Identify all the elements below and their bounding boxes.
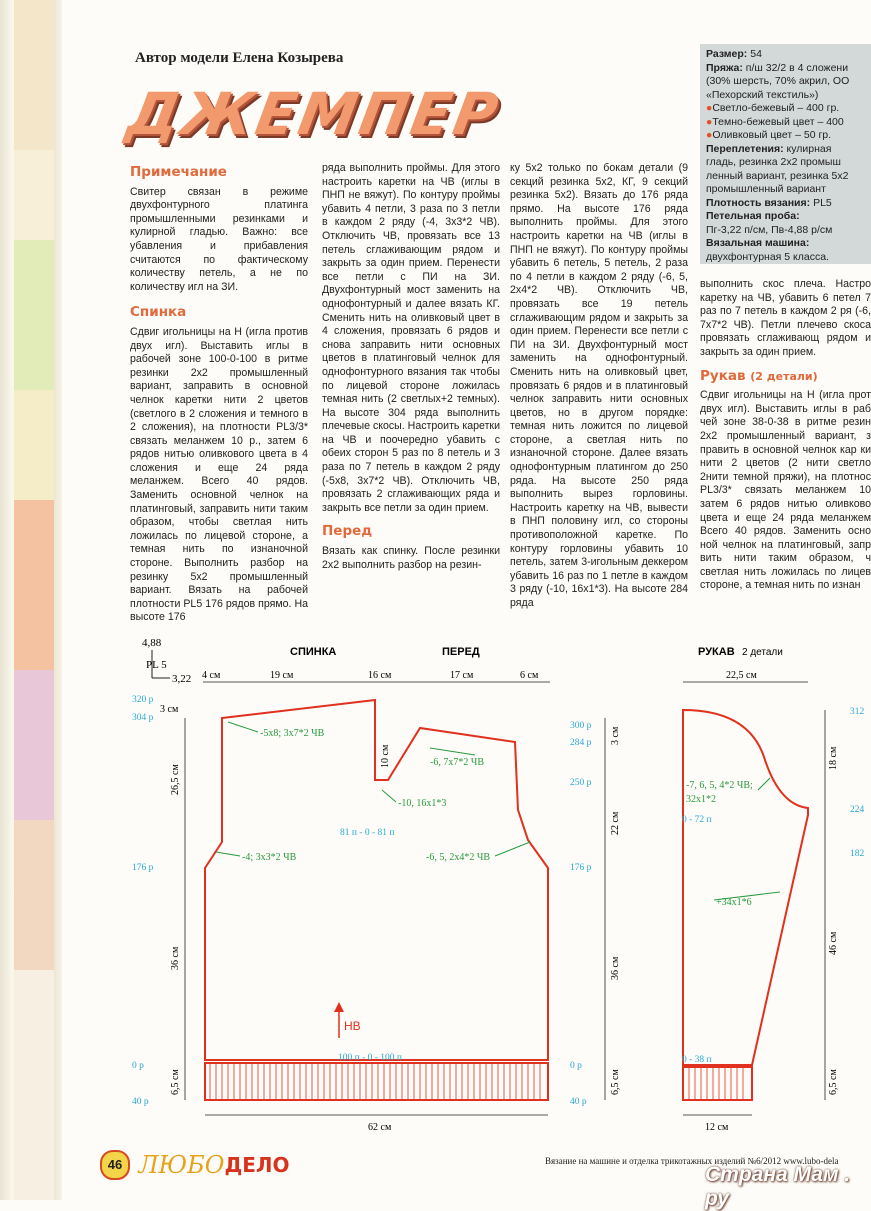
text-column-2	[322, 162, 500, 578]
size-value: 54	[750, 48, 762, 60]
height-65cm-sleeve: 6,5 см	[828, 1069, 839, 1095]
note-sleeve-increase: +34х1*6	[716, 897, 752, 908]
sleeve-outline	[683, 710, 808, 1065]
left-heights	[160, 704, 391, 1095]
pl-horizontal-value: 3,22	[172, 673, 192, 685]
machine-value: двухфонтурная 5 класса.	[706, 250, 829, 263]
sleeve-heights	[828, 746, 839, 1095]
back-paragraph: Сдвиг игольницы на Н (игла против двух игл). Выставить иглы в рабочей зоне 100-0-100 в ритме резинки 2х2 промышленный вариант, заправить в основной челнок каретки нити 2 цветов (светлого в 2 сложения и темного в 2 сложения), на плотности PL3/3* связать меланжем 10 р., затем 6 рядов нитью оливкового цвета в 4 сложения и еще 24 ряда меланжем. Всего 40 рядов. Заменить основной челнок на платинговый, заправить нити таким образом, чтобы светлая нить ложилась по лицевой стороне, а темная нить по изнаночной стороне. Выполнить разбор на резинку 5х2 промышленный вариант. Вязать на рабочей плотности PL5 176 рядов прямо. На высоте 176	[130, 325, 308, 624]
density-value: PL5	[813, 196, 832, 209]
bottom-mid-marker: 100 п - 0 - 100 п	[338, 1053, 402, 1063]
back-continued-paragraph: ряда выполнить проймы. Для этого настроить каретки на ЧВ (иглы в ПНП не вяжут). По контуру проймы убавить 4 петли, 3 раза по 3 петли в каждом 2 ряду (-4, 3х3*2 ЧВ). Отключить ЧВ, провязать все 13 петель сглаживающим рядом и закрыть за один прием. Перенести все петли с ПИ на ЗИ. Двухфонтурный мост заменить на однофонтурный и далее вязать КГ. Сменить нить на оливковый цвет в 4 сложения, провязать 6 рядов и снова заправить нити основных цветов в платинговый челнок для однофонтурного вязания так чтобы по лицевой стороне ложилась темная нить (2 светлых+2 темных). На высоте 304 ряда выполнить плечевые скосы. Настроить каретки на ЧВ и поочередно убавить с обеих сторон 5 раз по 8 петель и 3 раза по 7 петель в каждом 2 ряду (-5х8, 3х7*2 ЧВ). Отключить ЧВ, провязать 2 сглаживающих ряда и закрыть все петли за один прием.	[322, 162, 500, 514]
text-column-3	[510, 162, 688, 617]
loop-value: Пг-3,22 п/см, Пв-4,88 р/см	[706, 223, 833, 236]
machine-label: Вязальная машина:	[706, 237, 810, 249]
journal-info: Вязание на машине и отделка трикотажных изделий №6/2012 www.lubo-dela	[545, 1156, 839, 1166]
note-front-armhole: -6, 5, 2х4*2 ЧВ	[426, 852, 490, 863]
pl-label: PL 5	[146, 659, 167, 671]
row-176-right: 176 р	[570, 863, 592, 873]
sleeve-parts: 2 детали	[742, 647, 783, 658]
density-label: Плотность вязания:	[706, 196, 811, 209]
row-markers-left	[132, 695, 154, 1107]
page-title: ДЖЕМПЕР	[122, 80, 506, 148]
weaves-line: ленный вариант, резинка 5х2	[706, 169, 849, 182]
sleeve-rib-hatching	[689, 1067, 743, 1100]
note-back-shoulder: -5х8; 3х7*2 ЧВ	[260, 728, 325, 739]
loop-label: Петельная проба:	[706, 210, 800, 222]
size-label: Размер:	[706, 48, 748, 60]
back-mid-marker: 81 п - 0 - 81 п	[340, 828, 395, 838]
height-36cm: 36 см	[170, 946, 181, 970]
sleeve-paragraph: Сдвиг игольницы на Н (игла прот двух игл). Выставить иглы в раб чей зоне 38-0-38 в ритме резин 2х2 промышленный вариант, з править в основной челнок кар ки нити 2 цветов (2 нити светло 2нити темной пряжи), на плотнос PL3/3* связать меланжем 10 затем 6 рядов нитью оливково цвета и еще 24 ряда меланжем Всего 40 рядов. Заменить осно ной челнок на платинговый, запр вить нити таким образом, ч светлая нить ложилась по лицев стороне, а темная нить по изнан	[700, 389, 871, 592]
note-back-armhole: -4; 3х3*2 ЧВ	[242, 852, 297, 863]
weaves-label: Переплетения:	[706, 142, 784, 155]
yarn-label: Пряжа:	[706, 61, 743, 74]
height-3cm-right: 3 см	[610, 726, 621, 745]
body-rib-band	[205, 1063, 548, 1100]
back-label: СПИНКА	[290, 646, 337, 658]
sleeve-heading: Рукав	[700, 367, 746, 384]
color-item: Темно-бежевый цвет – 400	[712, 115, 844, 128]
dim-17cm: 17 см	[450, 670, 474, 681]
color-item: Оливковый цвет – 50 гр.	[712, 129, 832, 141]
front-paragraph: Вязать как спинку. После резинки 2х2 выполнить разбор на резин-	[322, 545, 500, 571]
note-paragraph: Свитер связан в режиме двухфонтурного платинга промышленными резинками и кулирной гладью. Важно: все убавления и прибавления считаются по фактическому количеству петель, а не по количеству игл на ЗИ.	[130, 185, 308, 293]
sleeve-mid-marker: 0 - 72 п	[682, 815, 712, 825]
row-320: 320 р	[132, 695, 154, 705]
color-item: Светло-бежевый – 400 гр.	[712, 102, 840, 114]
sleeve-subheading: (2 детали)	[750, 369, 818, 383]
dim-4cm: 4 см	[202, 670, 221, 681]
reference-box	[700, 44, 871, 264]
note-sleeve-cap-2: 32х1*2	[686, 794, 716, 805]
row-300: 300 р	[570, 721, 592, 731]
watermark: Страна Мам . ру	[705, 1163, 851, 1210]
front-continued-paragraph: ку 5х2 только по бокам детали (9 секций резинка 5х2, КГ, 9 секций резинка 5х2). Вязать до 176 ряда прямо. На высоте 176 ряда выполнить проймы. Для этого настроить каретки на ЧВ (иглы в ПНП не вяжут). По контуру проймы убавить 6 петель, 5 петель, 2 раза по 4 петли в каждом 2 ряду (-6, 5, 2х4*2 ЧВ). Отключить ЧВ, провязать все 19 петель сглаживающим рядом и закрыть за один прием. Перенести все петли с ПИ на ЗИ. Двухфонтурный мост заменить на однофонтурный. Сменить нить на оливковый цвет, провязать 6 рядов и в платинговый челнок заправить нити основных цветов, но в другом порядке: темная нить ложится по лицевой стороне, а светлая нить по изнаночной стороне. Далее вязать однофонтурным платингом до 250 ряда. На высоте 250 ряда выполнить вырез горловины. Настроить каретку на ЧВ, вывести в ПНП половину игл, со стороны противоположной каретке. По контуру горловины убавить 10 петель, затем 3-игольным деккером убавить 16 раз по 1 петле в каждом 3 ряду (-10, 16х1*3). На высоте 284 ряда	[510, 162, 688, 609]
front-label: ПЕРЕД	[442, 646, 480, 658]
height-3cm: 3 см	[160, 704, 179, 715]
height-65cm: 6,5 см	[170, 1069, 181, 1095]
weaves-value: кулирная	[786, 142, 832, 155]
sleeve-rib-band	[683, 1067, 752, 1100]
footer-brand	[100, 1150, 290, 1180]
hb-arrow-icon	[334, 1002, 344, 1012]
note-heading: Примечание	[130, 164, 227, 180]
author-line: Автор модели Елена Козырева	[135, 50, 344, 66]
row-0-left: 0 р	[132, 1061, 144, 1071]
text-column-4	[700, 278, 871, 599]
height-265cm: 26,5 см	[170, 764, 181, 795]
shoulder-paragraph: выполнить скос плеча. Настро каретку на ЧВ, убавить 6 петел 7 раз по 7 петель в каждом 2 ря (-6, 7х7*2 ЧВ). Петли плечево скоса провязать сглаживающ рядом и закрыть за один прием.	[700, 278, 871, 358]
dim-19cm: 19 см	[270, 670, 294, 681]
hb-label: НВ	[344, 1019, 361, 1033]
dim-12cm: 12 см	[705, 1122, 729, 1130]
right-heights	[610, 726, 621, 1095]
dim-16cm: 16 см	[368, 670, 392, 681]
color-tabs	[14, 0, 54, 1200]
height-36cm-right: 36 см	[610, 956, 621, 980]
weaves-line: гладь, резинка 2х2 промыш	[706, 156, 841, 168]
height-22cm: 22 см	[610, 811, 621, 835]
row-250: 250 р	[570, 778, 592, 788]
yarn-value: п/ш 32/2 в 4 сложени	[745, 61, 849, 74]
yarn-maker: «Пехорский текстиль»)	[706, 88, 819, 101]
sleeve-bottom-marker: 0 - 38 п	[682, 1055, 712, 1065]
sleeve-label: РУКАВ	[698, 646, 735, 658]
height-10cm: 10 см	[380, 744, 391, 768]
body-rib-hatching	[210, 1063, 540, 1100]
dim-6cm: 6 см	[520, 670, 539, 681]
pl-vertical-value: 4,88	[142, 637, 162, 649]
weaves-line: промышленный вариант	[706, 183, 826, 195]
row-40-left: 40 р	[132, 1097, 149, 1107]
bullet-icon: ●	[706, 115, 713, 128]
pattern-diagram	[130, 630, 871, 1130]
decrease-annotations	[242, 728, 753, 908]
row-176-left: 176 р	[132, 863, 154, 873]
front-heading: Перед	[322, 523, 373, 540]
note-neckline: -10, 16х1*3	[398, 798, 447, 809]
row-182: 182	[850, 849, 865, 859]
row-40-right: 40 р	[570, 1097, 587, 1107]
yarn-composition: (30% шерсть, 70% акрил, ОО	[706, 75, 850, 87]
row-0-right: 0 р	[570, 1061, 582, 1071]
text-column-1	[130, 162, 308, 631]
note-front-shoulder: -6, 7х7*2 ЧВ	[430, 757, 484, 768]
back-heading: Спинка	[130, 304, 187, 321]
height-65cm-right: 6,5 см	[610, 1069, 621, 1095]
brand-lubo: ЛЮБО	[138, 1150, 225, 1179]
row-312: 312	[850, 707, 865, 717]
page-number: 46	[100, 1150, 130, 1180]
height-18cm: 18 см	[828, 746, 839, 770]
height-46cm: 46 см	[828, 931, 839, 955]
dim-225cm: 22,5 см	[726, 670, 757, 681]
dim-62cm: 62 см	[368, 1122, 392, 1130]
annotation-arrows	[216, 722, 780, 900]
note-sleeve-cap: -7, 6, 5, 4*2 ЧВ;	[686, 780, 753, 791]
row-284: 284 р	[570, 738, 592, 748]
page-stack-edge	[0, 0, 62, 1200]
row-304: 304 р	[132, 713, 154, 723]
body-outline	[205, 700, 548, 1060]
brand-delo: ДЕЛО	[224, 1152, 290, 1177]
bullet-icon: ●	[706, 102, 713, 114]
row-224: 224	[850, 805, 865, 815]
bullet-icon: ●	[706, 129, 713, 141]
